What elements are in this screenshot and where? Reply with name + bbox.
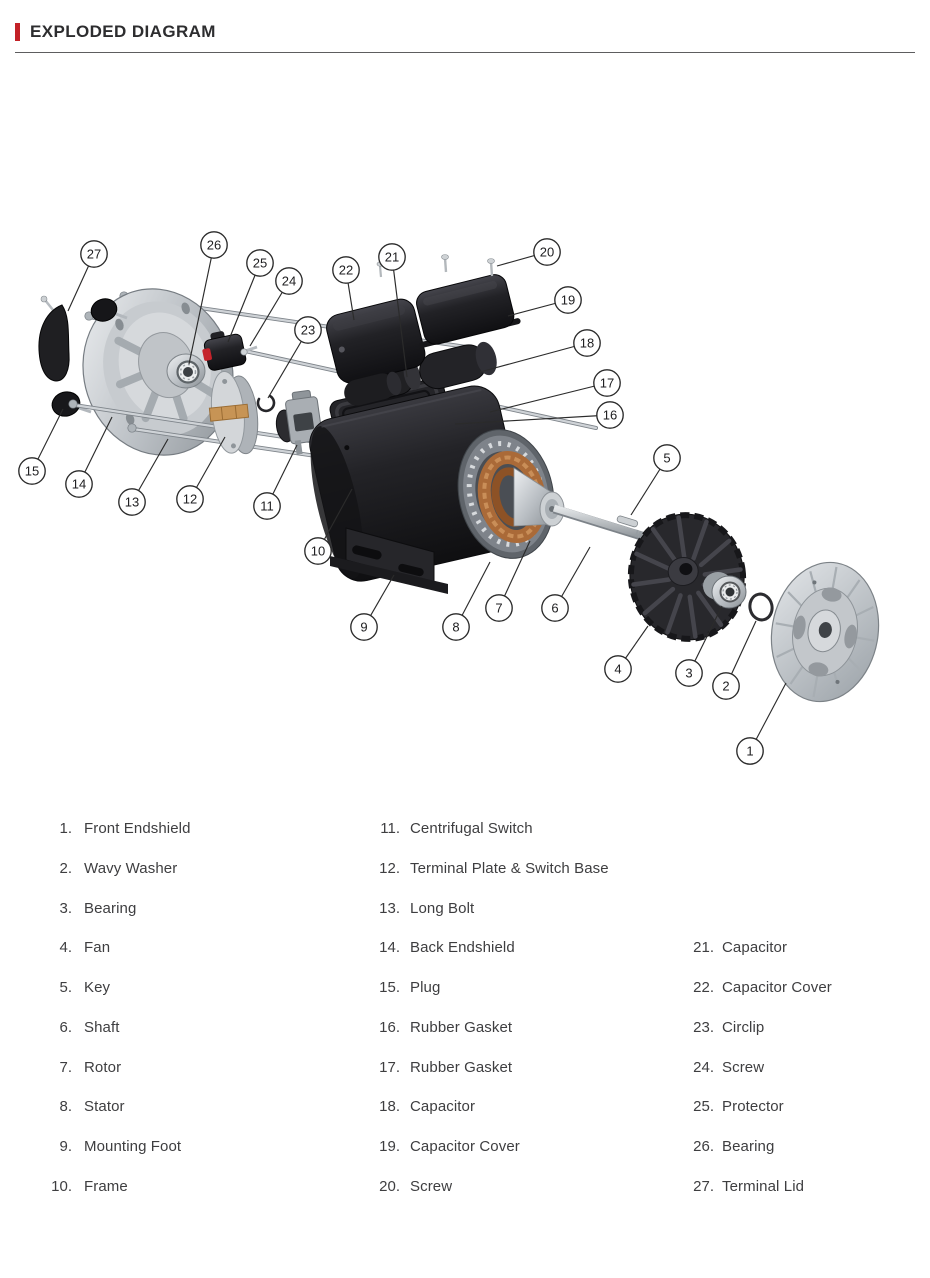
part-number: 9.	[59, 1138, 72, 1156]
part-label: Fan	[84, 939, 111, 957]
callout-number-2: 2	[722, 678, 730, 694]
part-label: Screw	[410, 1177, 453, 1195]
callout-number-12: 12	[182, 491, 198, 507]
part-row	[678, 1087, 923, 1127]
part-label: Rotor	[84, 1058, 122, 1076]
callout-number-14: 14	[71, 476, 87, 492]
callout-number-1: 1	[746, 743, 754, 759]
part-row	[42, 968, 352, 1008]
part-label: Back Endshield	[410, 939, 515, 957]
part-number: 25.	[693, 1098, 714, 1116]
part-label: Bearing	[84, 899, 137, 917]
part-number: 19.	[379, 1138, 400, 1156]
callout-number-21: 21	[384, 249, 400, 265]
part-number: 21.	[693, 939, 714, 957]
part-row	[368, 928, 688, 968]
part-row	[678, 1127, 923, 1167]
part-row	[42, 928, 352, 968]
part-number: 18.	[379, 1098, 400, 1116]
part-number: 17.	[379, 1058, 400, 1076]
lid-screw-illustration	[41, 296, 53, 310]
part-row	[368, 1047, 688, 1087]
capacitor-illustration	[416, 339, 500, 393]
part-label: Terminal Lid	[722, 1177, 805, 1195]
capacitor-cover-illustration	[407, 271, 521, 349]
part-label: Stator	[84, 1098, 125, 1116]
part-label: Capacitor	[722, 939, 788, 957]
part-number: 16.	[379, 1018, 400, 1036]
part-row	[42, 1127, 352, 1167]
callout-number-26: 26	[206, 237, 222, 253]
part-number: 10.	[51, 1177, 72, 1195]
callout-number-7: 7	[495, 600, 503, 616]
part-row	[42, 1087, 352, 1127]
part-row	[678, 1007, 923, 1047]
parts-list-column-2	[368, 809, 688, 1207]
leader-line-17	[490, 383, 607, 412]
callout-number-8: 8	[452, 619, 460, 635]
parts-list-column-3	[678, 928, 923, 1206]
part-label: Front Endshield	[84, 819, 191, 837]
part-number: 23.	[693, 1018, 714, 1036]
callout-number-5: 5	[663, 450, 671, 466]
part-label: Capacitor	[410, 1098, 476, 1116]
part-label: Frame	[84, 1177, 128, 1195]
part-number: 14.	[379, 939, 400, 957]
back-bearing-illustration	[167, 354, 205, 388]
part-number: 8.	[59, 1098, 72, 1116]
part-number: 15.	[379, 979, 400, 997]
part-label: Capacitor Cover	[722, 979, 832, 997]
part-row	[368, 1087, 688, 1127]
part-number: 2.	[59, 859, 72, 877]
part-number: 5.	[59, 979, 72, 997]
callout-number-6: 6	[551, 600, 559, 616]
part-row	[368, 809, 688, 849]
part-label: Capacitor Cover	[410, 1138, 520, 1156]
part-number: 13.	[379, 899, 400, 917]
callout-number-19: 19	[560, 292, 576, 308]
part-number: 3.	[59, 899, 72, 917]
part-label: Mounting Foot	[84, 1138, 182, 1156]
part-label: Rubber Gasket	[410, 1018, 513, 1036]
callout-number-27: 27	[86, 246, 102, 262]
circlip-illustration	[258, 396, 274, 411]
part-number: 22.	[693, 979, 714, 997]
part-number: 24.	[693, 1058, 714, 1076]
part-label: Bearing	[722, 1138, 775, 1156]
callout-number-3: 3	[685, 665, 693, 681]
part-label: Rubber Gasket	[410, 1058, 513, 1076]
part-label: Screw	[722, 1058, 765, 1076]
callout-number-25: 25	[252, 255, 268, 271]
part-row	[368, 888, 688, 928]
part-row	[42, 1166, 352, 1206]
part-row	[678, 1166, 923, 1206]
part-row	[42, 848, 352, 888]
callout-number-9: 9	[360, 619, 368, 635]
part-number: 6.	[59, 1018, 72, 1036]
part-label: Shaft	[84, 1018, 120, 1036]
callout-number-15: 15	[24, 463, 40, 479]
part-number: 12.	[379, 859, 400, 877]
part-label: Centrifugal Switch	[410, 819, 533, 837]
callout-number-10: 10	[310, 543, 326, 559]
part-row	[42, 809, 352, 849]
part-row	[42, 1047, 352, 1087]
part-row	[42, 1007, 352, 1047]
part-label: Long Bolt	[410, 899, 475, 917]
callout-number-13: 13	[124, 494, 140, 510]
part-label: Key	[84, 979, 111, 997]
part-label: Circlip	[722, 1018, 765, 1036]
part-label: Wavy Washer	[84, 859, 178, 877]
callout-number-16: 16	[602, 407, 618, 423]
callout-number-24: 24	[281, 273, 297, 289]
part-number: 11.	[380, 819, 400, 837]
part-row	[678, 968, 923, 1008]
part-number: 27.	[693, 1177, 714, 1195]
part-row	[368, 1166, 688, 1206]
callout-number-11: 11	[260, 498, 274, 514]
part-label: Terminal Plate & Switch Base	[410, 859, 609, 877]
callout-number-23: 23	[300, 322, 316, 338]
part-label: Protector	[722, 1098, 784, 1116]
part-label: Plug	[410, 979, 441, 997]
part-row	[678, 928, 923, 968]
part-number: 1.	[59, 819, 72, 837]
parts-list-column-1	[42, 809, 352, 1207]
part-number: 26.	[693, 1138, 714, 1156]
part-row	[42, 888, 352, 928]
part-number: 4.	[59, 939, 72, 957]
callout-number-4: 4	[614, 661, 622, 677]
part-row	[368, 968, 688, 1008]
part-row	[368, 1127, 688, 1167]
wavy-washer-illustration	[748, 592, 775, 622]
terminal-plate-illustration	[206, 369, 262, 457]
front-endshield-illustration	[761, 554, 890, 710]
callout-number-20: 20	[539, 244, 555, 260]
part-row	[678, 1047, 923, 1087]
callout-number-18: 18	[579, 335, 595, 351]
part-number: 7.	[59, 1058, 72, 1076]
page-title: EXPLODED DIAGRAM	[30, 22, 216, 41]
part-row	[368, 1007, 688, 1047]
part-row	[368, 848, 688, 888]
terminal-lid-illustration	[39, 305, 69, 381]
callout-number-17: 17	[599, 375, 615, 391]
callout-number-22: 22	[338, 262, 354, 278]
part-number: 20.	[379, 1177, 400, 1195]
